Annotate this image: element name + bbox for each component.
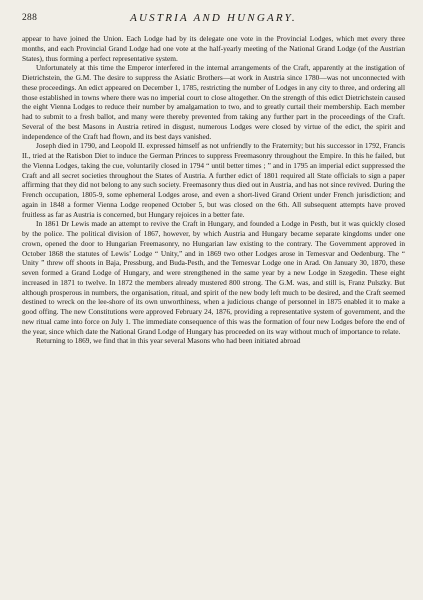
page-number: 288 xyxy=(22,13,38,23)
page-header xyxy=(22,12,405,28)
paragraph: In 1861 Dr Lewis made an attempt to revive the Craft in Hungary, and founded a Lodge in Pesth, but it was quickly closed by the police. The political division of 1867, however, by which Austria and Hungary became separate kingdoms under one crown, opened the door to Hungarian Freemasonry, no Hungarian law existing to the contrary. The Government approved in October 1868 the statutes of Lewis’ Lodge “ Unity,” and in 1869 two other Lodges arose in Temesvar and Oedenburg. The “ Unity ” threw off shoots in Baja, Pressburg, and Buda-Pesth, and the Temesvar Lodge one in Arad. On January 30, 1870, these seven formed a Grand Lodge of Hungary, and were strengthened in the same year by a new Lodge in Szegedin. These eight increased in 1871 to twelve. In 1872 the members already mustered 800 strong. The G.M. was, and still is, Franz Pulszky. But although prosperous in numbers, the organisation, ritual, and spirit of the new body left much to be desired, and the Craft seemed destined to wreck on the lee-shore of its own unworthiness, when a judicious change of personnel in 1875 enabled it to make a good offing. The new Constitutions were approved February 24, 1876, providing a representative system of government, and the new ritual came into force on July 1. The immediate consequence of this was the formation of four new Lodges before the end of the year, since which date the National Grand Lodge of Hungary has proceeded on its way without much of importance to relate. xyxy=(22,219,405,336)
paragraph: appear to have joined the Union. Each Lodge had by its delegate one vote in the Provincial Lodges, which met every three months, and each Provincial Grand Lodge had one vote at the half-yearly meeting of the National Grand Lodge (of the Austrian States), thus forming a perfect representative system. xyxy=(22,34,405,63)
running-title: AUSTRIA AND HUNGARY. xyxy=(130,12,297,24)
paragraph: Joseph died in 1790, and Leopold II. expressed himself as not unfriendly to the Fraternity; but his successor in 1792, Francis II., tried at the Ratisbon Diet to induce the German Princes to suppress Freemasonry throughout the Empire. In this he failed, but the Vienna Lodges, taking the cue, voluntarily closed in 1794 “ until better times ; ” and in 1795 an imperial edict suppressed the Craft and all secret societies throughout the States of Austria. A further edict of 1801 required all State officials to sign a paper affirming that they did not belong to any such society. Freemasonry thus died out in Austria, and has not since revived. During the French occupation, 1805-9, some ephemeral Lodges arose, and even a short-lived Grand Orient under French jurisdiction; and again in 1848 a former Vienna Lodge reopened October 5, but was closed on the 6th. All subsequent attempts have proved fruitless as far as Austria is concerned, but Hungary rejoices in a better fate. xyxy=(22,141,405,219)
body-text xyxy=(22,34,405,346)
paragraph: Returning to 1869, we find that in this year several Masons who had been initiated abroad xyxy=(36,336,301,346)
paragraph: Unfortunately at this time the Emperor interfered in the internal arrangements of the Craft, apparently at the instigation of Dietrichstein, the G.M. The desire to suppress the Asiatic Brothers—at work in Austria since 1780—was not unconnected with these proceedings. An edict appeared on December 1, 1785, restricting the number of Lodges in any city to three, and ordering all those established in towns where there was no imperial court to close altogether. On the strength of this edict Dietrichstein caused the eight Vienna Lodges to reduce their number by amalgamation to two, and to greatly curtail their membership. Each member had to submit to a fresh ballot, and many were thereby prevented from taking any further part in the proceedings of the Craft. Several of the best Masons in Austria retired in disgust, numerous Lodges were closed by virtue of the edict, the spirit and independence of the Craft had flown, and its best days vanished. xyxy=(22,63,405,141)
